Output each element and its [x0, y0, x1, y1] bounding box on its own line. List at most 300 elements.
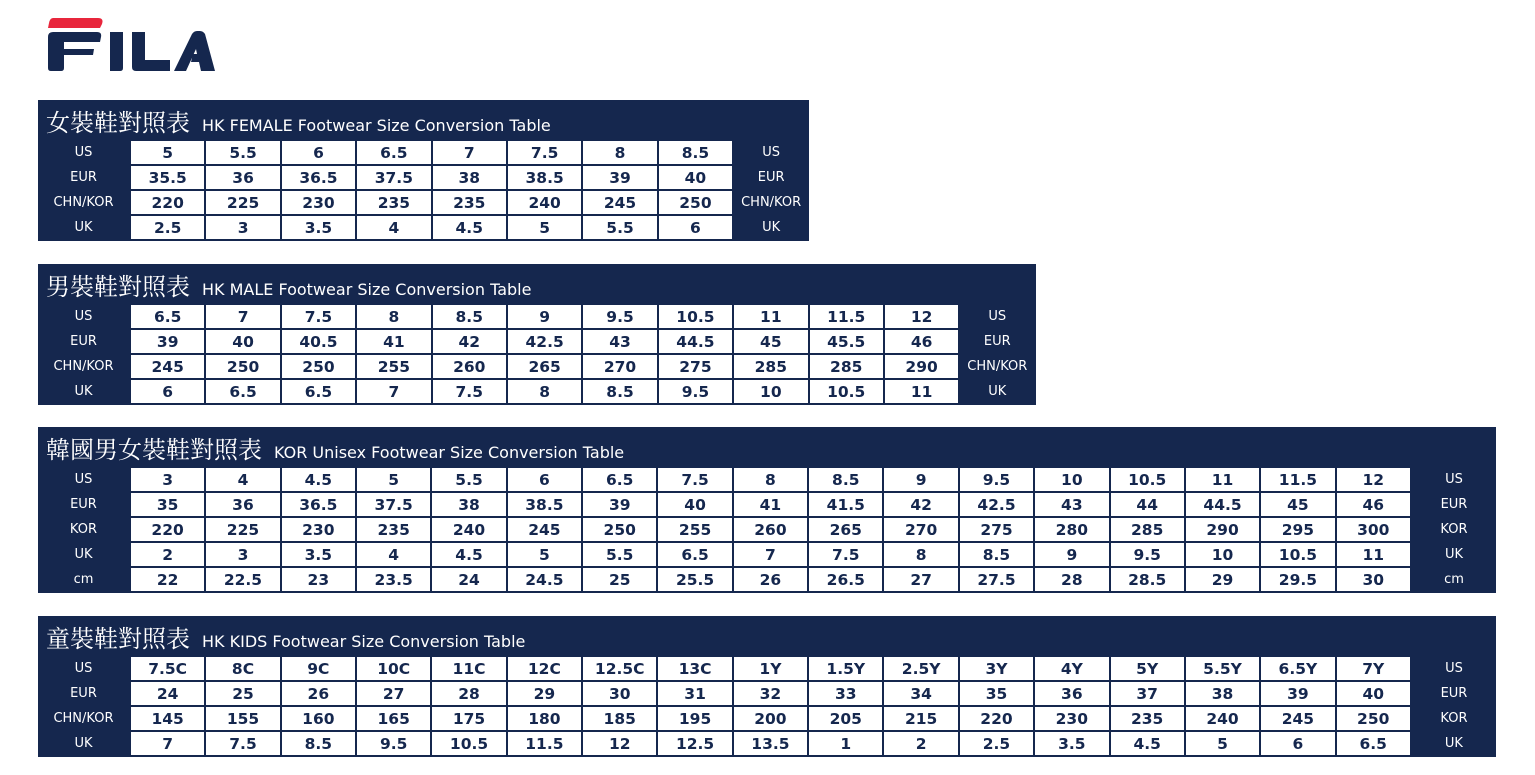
size-cell: 4 [356, 215, 431, 240]
size-cell: 245 [130, 354, 205, 379]
size-cell: 36.5 [281, 492, 356, 517]
size-cell: 8 [507, 379, 582, 404]
size-cell: 7Y [1336, 656, 1411, 681]
size-cell: 32 [733, 681, 808, 706]
size-cell: 33 [808, 681, 883, 706]
size-cell: 28.5 [1110, 567, 1185, 592]
row-label-right: US [762, 145, 781, 160]
size-cell: 39 [130, 329, 205, 354]
size-cell: 3 [130, 467, 205, 492]
row-label: EUR [70, 497, 97, 512]
size-cell: 1 [808, 731, 883, 756]
row-label: UK [74, 384, 93, 399]
size-cell: 34 [883, 681, 958, 706]
size-cell: 26.5 [808, 567, 883, 592]
size-cell: 44.5 [1185, 492, 1260, 517]
row-label: US [74, 472, 93, 487]
size-cell: 180 [507, 706, 582, 731]
row-label-right: KOR [1440, 522, 1468, 537]
size-cell: 5.5 [205, 140, 280, 165]
size-cell: 2.5 [959, 731, 1034, 756]
size-cell: 4Y [1034, 656, 1109, 681]
table-row [38, 379, 1034, 404]
row-label: CHN/KOR [53, 359, 114, 374]
row-label-right: US [1445, 661, 1463, 676]
size-cell: 4 [205, 467, 280, 492]
kids-title-en: HK KIDS Footwear Size Conversion Table [202, 632, 526, 651]
size-cell: 240 [1185, 706, 1260, 731]
size-cell: 6.5 [281, 379, 356, 404]
size-cell: 165 [356, 706, 431, 731]
size-cell: 11 [1336, 542, 1411, 567]
size-cell: 24 [130, 681, 205, 706]
size-cell: 37.5 [356, 492, 431, 517]
size-cell: 7.5 [205, 731, 280, 756]
size-cell: 2 [883, 731, 958, 756]
row-label: UK [74, 547, 93, 562]
size-cell: 8.5 [808, 467, 883, 492]
size-cell: 46 [1336, 492, 1411, 517]
table-row [38, 140, 808, 165]
size-cell: 40 [657, 492, 732, 517]
size-cell: 250 [582, 517, 657, 542]
size-cell: 11.5 [809, 304, 884, 329]
size-cell: 220 [959, 706, 1034, 731]
size-cell: 40 [205, 329, 280, 354]
size-cell: 295 [1260, 517, 1335, 542]
size-cell: 235 [356, 517, 431, 542]
size-cell: 5 [507, 215, 582, 240]
size-cell: 245 [1260, 706, 1335, 731]
row-label: EUR [70, 170, 97, 185]
size-cell: 175 [431, 706, 506, 731]
row-label-right: UK [988, 384, 1007, 399]
size-cell: 8 [733, 467, 808, 492]
row-label-right: EUR [1440, 686, 1468, 701]
size-cell: 265 [507, 354, 582, 379]
size-cell: 10 [1185, 542, 1260, 567]
size-cell: 11 [884, 379, 959, 404]
size-cell: 7 [205, 304, 280, 329]
size-cell: 7 [130, 731, 205, 756]
size-cell: 38 [1185, 681, 1260, 706]
size-cell: 3.5 [281, 215, 356, 240]
size-cell: 6 [507, 467, 582, 492]
size-cell: 45 [1260, 492, 1335, 517]
size-cell: 5.5 [431, 467, 506, 492]
size-cell: 10C [356, 656, 431, 681]
kor-unisex-size-table [38, 427, 1496, 593]
size-cell: 230 [281, 517, 356, 542]
size-cell: 160 [281, 706, 356, 731]
size-cell: 12.5C [582, 656, 657, 681]
size-cell: 7 [733, 542, 808, 567]
size-cell: 36 [205, 492, 280, 517]
size-cell: 28 [431, 681, 506, 706]
size-cell: 6.5Y [1260, 656, 1335, 681]
size-cell: 195 [657, 706, 732, 731]
size-cell: 285 [1110, 517, 1185, 542]
size-cell: 4.5 [432, 215, 507, 240]
size-cell: 41 [356, 329, 431, 354]
size-cell: 9 [507, 304, 582, 329]
row-label: KOR [69, 522, 98, 537]
size-cell: 37 [1110, 681, 1185, 706]
row-label-right: cm [1444, 572, 1464, 587]
table-row [38, 731, 1496, 756]
size-cell: 10.5 [1260, 542, 1335, 567]
size-cell: 285 [809, 354, 884, 379]
size-cell: 25.5 [657, 567, 732, 592]
table-row [38, 165, 808, 190]
size-cell: 12 [1336, 467, 1411, 492]
size-cell: 7.5 [281, 304, 356, 329]
row-label-right: CHN/KOR [741, 195, 802, 210]
male-grid [38, 303, 1034, 405]
kor-title-en: KOR Unisex Footwear Size Conversion Table [274, 443, 625, 462]
size-cell: 42.5 [959, 492, 1034, 517]
size-cell: 7.5C [130, 656, 205, 681]
size-cell: 26 [733, 567, 808, 592]
size-cell: 44 [1110, 492, 1185, 517]
size-cell: 35 [959, 681, 1034, 706]
size-cell: 27.5 [959, 567, 1034, 592]
size-cell: 24.5 [507, 567, 582, 592]
size-cell: 8.5 [432, 304, 507, 329]
size-cell: 8 [582, 140, 657, 165]
size-cell: 240 [431, 517, 506, 542]
size-cell: 250 [281, 354, 356, 379]
size-cell: 10.5 [431, 731, 506, 756]
size-cell: 6.5 [657, 542, 732, 567]
size-cell: 6 [658, 215, 733, 240]
size-cell: 250 [1336, 706, 1411, 731]
size-cell: 185 [582, 706, 657, 731]
size-cell: 6 [1260, 731, 1335, 756]
size-cell: 39 [582, 492, 657, 517]
size-cell: 11.5 [1260, 467, 1335, 492]
kor-table-title [46, 430, 624, 464]
female-title-en: HK FEMALE Footwear Size Conversion Table [202, 116, 551, 135]
size-cell: 38.5 [507, 492, 582, 517]
size-cell: 300 [1336, 517, 1411, 542]
kids-grid [38, 655, 1496, 757]
size-cell: 10.5 [809, 379, 884, 404]
size-cell: 3Y [959, 656, 1034, 681]
size-cell: 7 [432, 140, 507, 165]
size-cell: 35 [130, 492, 205, 517]
table-row [38, 329, 1034, 354]
row-label: UK [74, 220, 93, 235]
size-cell: 6.5 [1336, 731, 1411, 756]
size-cell: 27 [883, 567, 958, 592]
row-label: US [74, 309, 93, 324]
size-cell: 235 [432, 190, 507, 215]
size-cell: 10 [1034, 467, 1109, 492]
male-table-title [46, 267, 531, 301]
size-cell: 9C [281, 656, 356, 681]
size-cell: 7.5 [657, 467, 732, 492]
size-cell: 12.5 [657, 731, 732, 756]
size-cell: 38 [432, 165, 507, 190]
female-table-title [46, 103, 551, 137]
size-cell: 7.5 [808, 542, 883, 567]
size-cell: 38 [431, 492, 506, 517]
size-cell: 40 [1336, 681, 1411, 706]
size-cell: 205 [808, 706, 883, 731]
size-cell: 270 [883, 517, 958, 542]
size-cell: 10.5 [1110, 467, 1185, 492]
size-cell: 6 [130, 379, 205, 404]
size-cell: 5 [356, 467, 431, 492]
size-cell: 46 [884, 329, 959, 354]
size-cell: 6.5 [356, 140, 431, 165]
size-cell: 12C [507, 656, 582, 681]
table-row [38, 542, 1496, 567]
row-label: US [74, 661, 93, 676]
size-cell: 290 [1185, 517, 1260, 542]
table-row [38, 492, 1496, 517]
kor-grid [38, 466, 1496, 593]
row-label: EUR [70, 686, 97, 701]
size-cell: 2.5Y [883, 656, 958, 681]
size-cell: 31 [657, 681, 732, 706]
size-cell: 22.5 [205, 567, 280, 592]
size-cell: 39 [1260, 681, 1335, 706]
size-cell: 250 [205, 354, 280, 379]
size-cell: 8.5 [658, 140, 733, 165]
size-cell: 4.5 [1110, 731, 1185, 756]
row-label-right: EUR [1440, 497, 1468, 512]
size-cell: 275 [959, 517, 1034, 542]
size-cell: 7.5 [507, 140, 582, 165]
table-row [38, 517, 1496, 542]
size-cell: 225 [205, 517, 280, 542]
size-cell: 265 [808, 517, 883, 542]
size-cell: 11C [431, 656, 506, 681]
size-cell: 8.5 [582, 379, 657, 404]
female-size-table [38, 100, 809, 241]
row-label: CHN/KOR [53, 711, 114, 726]
size-cell: 42 [432, 329, 507, 354]
kor-title-zh: 韓國男女裝鞋對照表 [46, 436, 262, 464]
size-cell: 9 [883, 467, 958, 492]
size-cell: 11 [733, 304, 808, 329]
size-cell: 41.5 [808, 492, 883, 517]
size-cell: 12 [582, 731, 657, 756]
size-cell: 145 [130, 706, 205, 731]
size-cell: 2.5 [130, 215, 205, 240]
size-cell: 250 [658, 190, 733, 215]
row-label: cm [73, 572, 94, 587]
size-cell: 5.5 [582, 215, 657, 240]
size-cell: 275 [658, 354, 733, 379]
size-cell: 155 [205, 706, 280, 731]
size-cell: 42 [883, 492, 958, 517]
size-cell: 9.5 [959, 467, 1034, 492]
row-label-right: US [988, 309, 1007, 324]
size-cell: 5Y [1110, 656, 1185, 681]
male-size-table [38, 264, 1036, 405]
size-cell: 24 [431, 567, 506, 592]
row-label-right: EUR [757, 170, 785, 185]
size-cell: 245 [582, 190, 657, 215]
size-cell: 235 [356, 190, 431, 215]
size-cell: 290 [884, 354, 959, 379]
size-cell: 260 [733, 517, 808, 542]
size-cell: 28 [1034, 567, 1109, 592]
size-cell: 8 [356, 304, 431, 329]
size-cell: 8 [883, 542, 958, 567]
table-row [38, 354, 1034, 379]
size-cell: 11 [1185, 467, 1260, 492]
size-cell: 44.5 [658, 329, 733, 354]
row-label-right: UK [1444, 736, 1463, 751]
size-cell: 43 [582, 329, 657, 354]
table-row [38, 681, 1496, 706]
row-label-right: US [1445, 472, 1463, 487]
male-title-zh: 男裝鞋對照表 [46, 273, 190, 301]
size-cell: 42.5 [507, 329, 582, 354]
row-label: UK [74, 736, 93, 751]
fila-logo [46, 16, 216, 72]
size-cell: 235 [1110, 706, 1185, 731]
size-cell: 23 [281, 567, 356, 592]
size-cell: 220 [130, 517, 205, 542]
size-cell: 215 [883, 706, 958, 731]
size-cell: 35.5 [130, 165, 205, 190]
size-cell: 240 [507, 190, 582, 215]
female-title-zh: 女裝鞋對照表 [46, 109, 190, 137]
row-label-right: EUR [983, 334, 1011, 349]
size-cell: 8.5 [281, 731, 356, 756]
table-row [38, 706, 1496, 731]
table-row [38, 215, 808, 240]
size-cell: 27 [356, 681, 431, 706]
size-cell: 36 [1034, 681, 1109, 706]
size-cell: 8.5 [959, 542, 1034, 567]
size-cell: 5 [130, 140, 205, 165]
size-cell: 260 [432, 354, 507, 379]
size-cell: 10.5 [658, 304, 733, 329]
kids-title-zh: 童裝鞋對照表 [46, 625, 190, 653]
size-cell: 230 [1034, 706, 1109, 731]
size-cell: 3.5 [281, 542, 356, 567]
size-cell: 4.5 [281, 467, 356, 492]
size-cell: 7 [356, 379, 431, 404]
size-cell: 11.5 [507, 731, 582, 756]
size-cell: 23.5 [356, 567, 431, 592]
row-label-right: CHN/KOR [967, 359, 1028, 374]
female-grid [38, 139, 808, 241]
size-cell: 13C [657, 656, 732, 681]
row-label: CHN/KOR [53, 195, 114, 210]
size-cell: 13.5 [733, 731, 808, 756]
size-cell: 45 [733, 329, 808, 354]
table-row [38, 190, 808, 215]
table-row [38, 304, 1034, 329]
row-label: US [74, 145, 93, 160]
size-cell: 6.5 [205, 379, 280, 404]
size-cell: 280 [1034, 517, 1109, 542]
size-cell: 7.5 [432, 379, 507, 404]
table-row [38, 656, 1496, 681]
kids-table-title [46, 619, 525, 653]
size-cell: 36 [205, 165, 280, 190]
size-cell: 8C [205, 656, 280, 681]
row-label-right: UK [1444, 547, 1463, 562]
row-label-right: KOR [1440, 711, 1468, 726]
size-cell: 5.5 [582, 542, 657, 567]
size-cell: 6.5 [582, 467, 657, 492]
size-cell: 3 [205, 215, 280, 240]
size-cell: 30 [1336, 567, 1411, 592]
size-cell: 22 [130, 567, 205, 592]
size-cell: 220 [130, 190, 205, 215]
size-cell: 29.5 [1260, 567, 1335, 592]
row-label-right: UK [762, 220, 781, 235]
size-cell: 230 [281, 190, 356, 215]
size-cell: 9.5 [582, 304, 657, 329]
row-label: EUR [70, 334, 97, 349]
size-cell: 5.5Y [1185, 656, 1260, 681]
size-cell: 43 [1034, 492, 1109, 517]
size-cell: 29 [507, 681, 582, 706]
size-cell: 25 [582, 567, 657, 592]
size-cell: 29 [1185, 567, 1260, 592]
size-cell: 26 [281, 681, 356, 706]
size-cell: 9.5 [658, 379, 733, 404]
size-cell: 3 [205, 542, 280, 567]
size-cell: 6 [281, 140, 356, 165]
size-cell: 9.5 [356, 731, 431, 756]
size-cell: 4 [356, 542, 431, 567]
size-cell: 41 [733, 492, 808, 517]
table-row [38, 467, 1496, 492]
size-cell: 9.5 [1110, 542, 1185, 567]
size-cell: 45.5 [809, 329, 884, 354]
size-cell: 30 [582, 681, 657, 706]
size-cell: 2 [130, 542, 205, 567]
size-cell: 245 [507, 517, 582, 542]
size-cell: 255 [356, 354, 431, 379]
size-cell: 36.5 [281, 165, 356, 190]
male-title-en: HK MALE Footwear Size Conversion Table [202, 280, 532, 299]
size-cell: 5 [507, 542, 582, 567]
size-cell: 10 [733, 379, 808, 404]
size-cell: 5 [1185, 731, 1260, 756]
size-cell: 3.5 [1034, 731, 1109, 756]
size-cell: 4.5 [431, 542, 506, 567]
size-cell: 12 [884, 304, 959, 329]
size-cell: 6.5 [130, 304, 205, 329]
size-cell: 39 [582, 165, 657, 190]
size-cell: 40 [658, 165, 733, 190]
size-cell: 200 [733, 706, 808, 731]
size-cell: 285 [733, 354, 808, 379]
table-row [38, 567, 1496, 592]
size-cell: 9 [1034, 542, 1109, 567]
size-cell: 40.5 [281, 329, 356, 354]
size-cell: 225 [205, 190, 280, 215]
size-cell: 255 [657, 517, 732, 542]
size-cell: 270 [582, 354, 657, 379]
size-cell: 1.5Y [808, 656, 883, 681]
size-cell: 37.5 [356, 165, 431, 190]
size-cell: 1Y [733, 656, 808, 681]
size-cell: 38.5 [507, 165, 582, 190]
size-cell: 25 [205, 681, 280, 706]
